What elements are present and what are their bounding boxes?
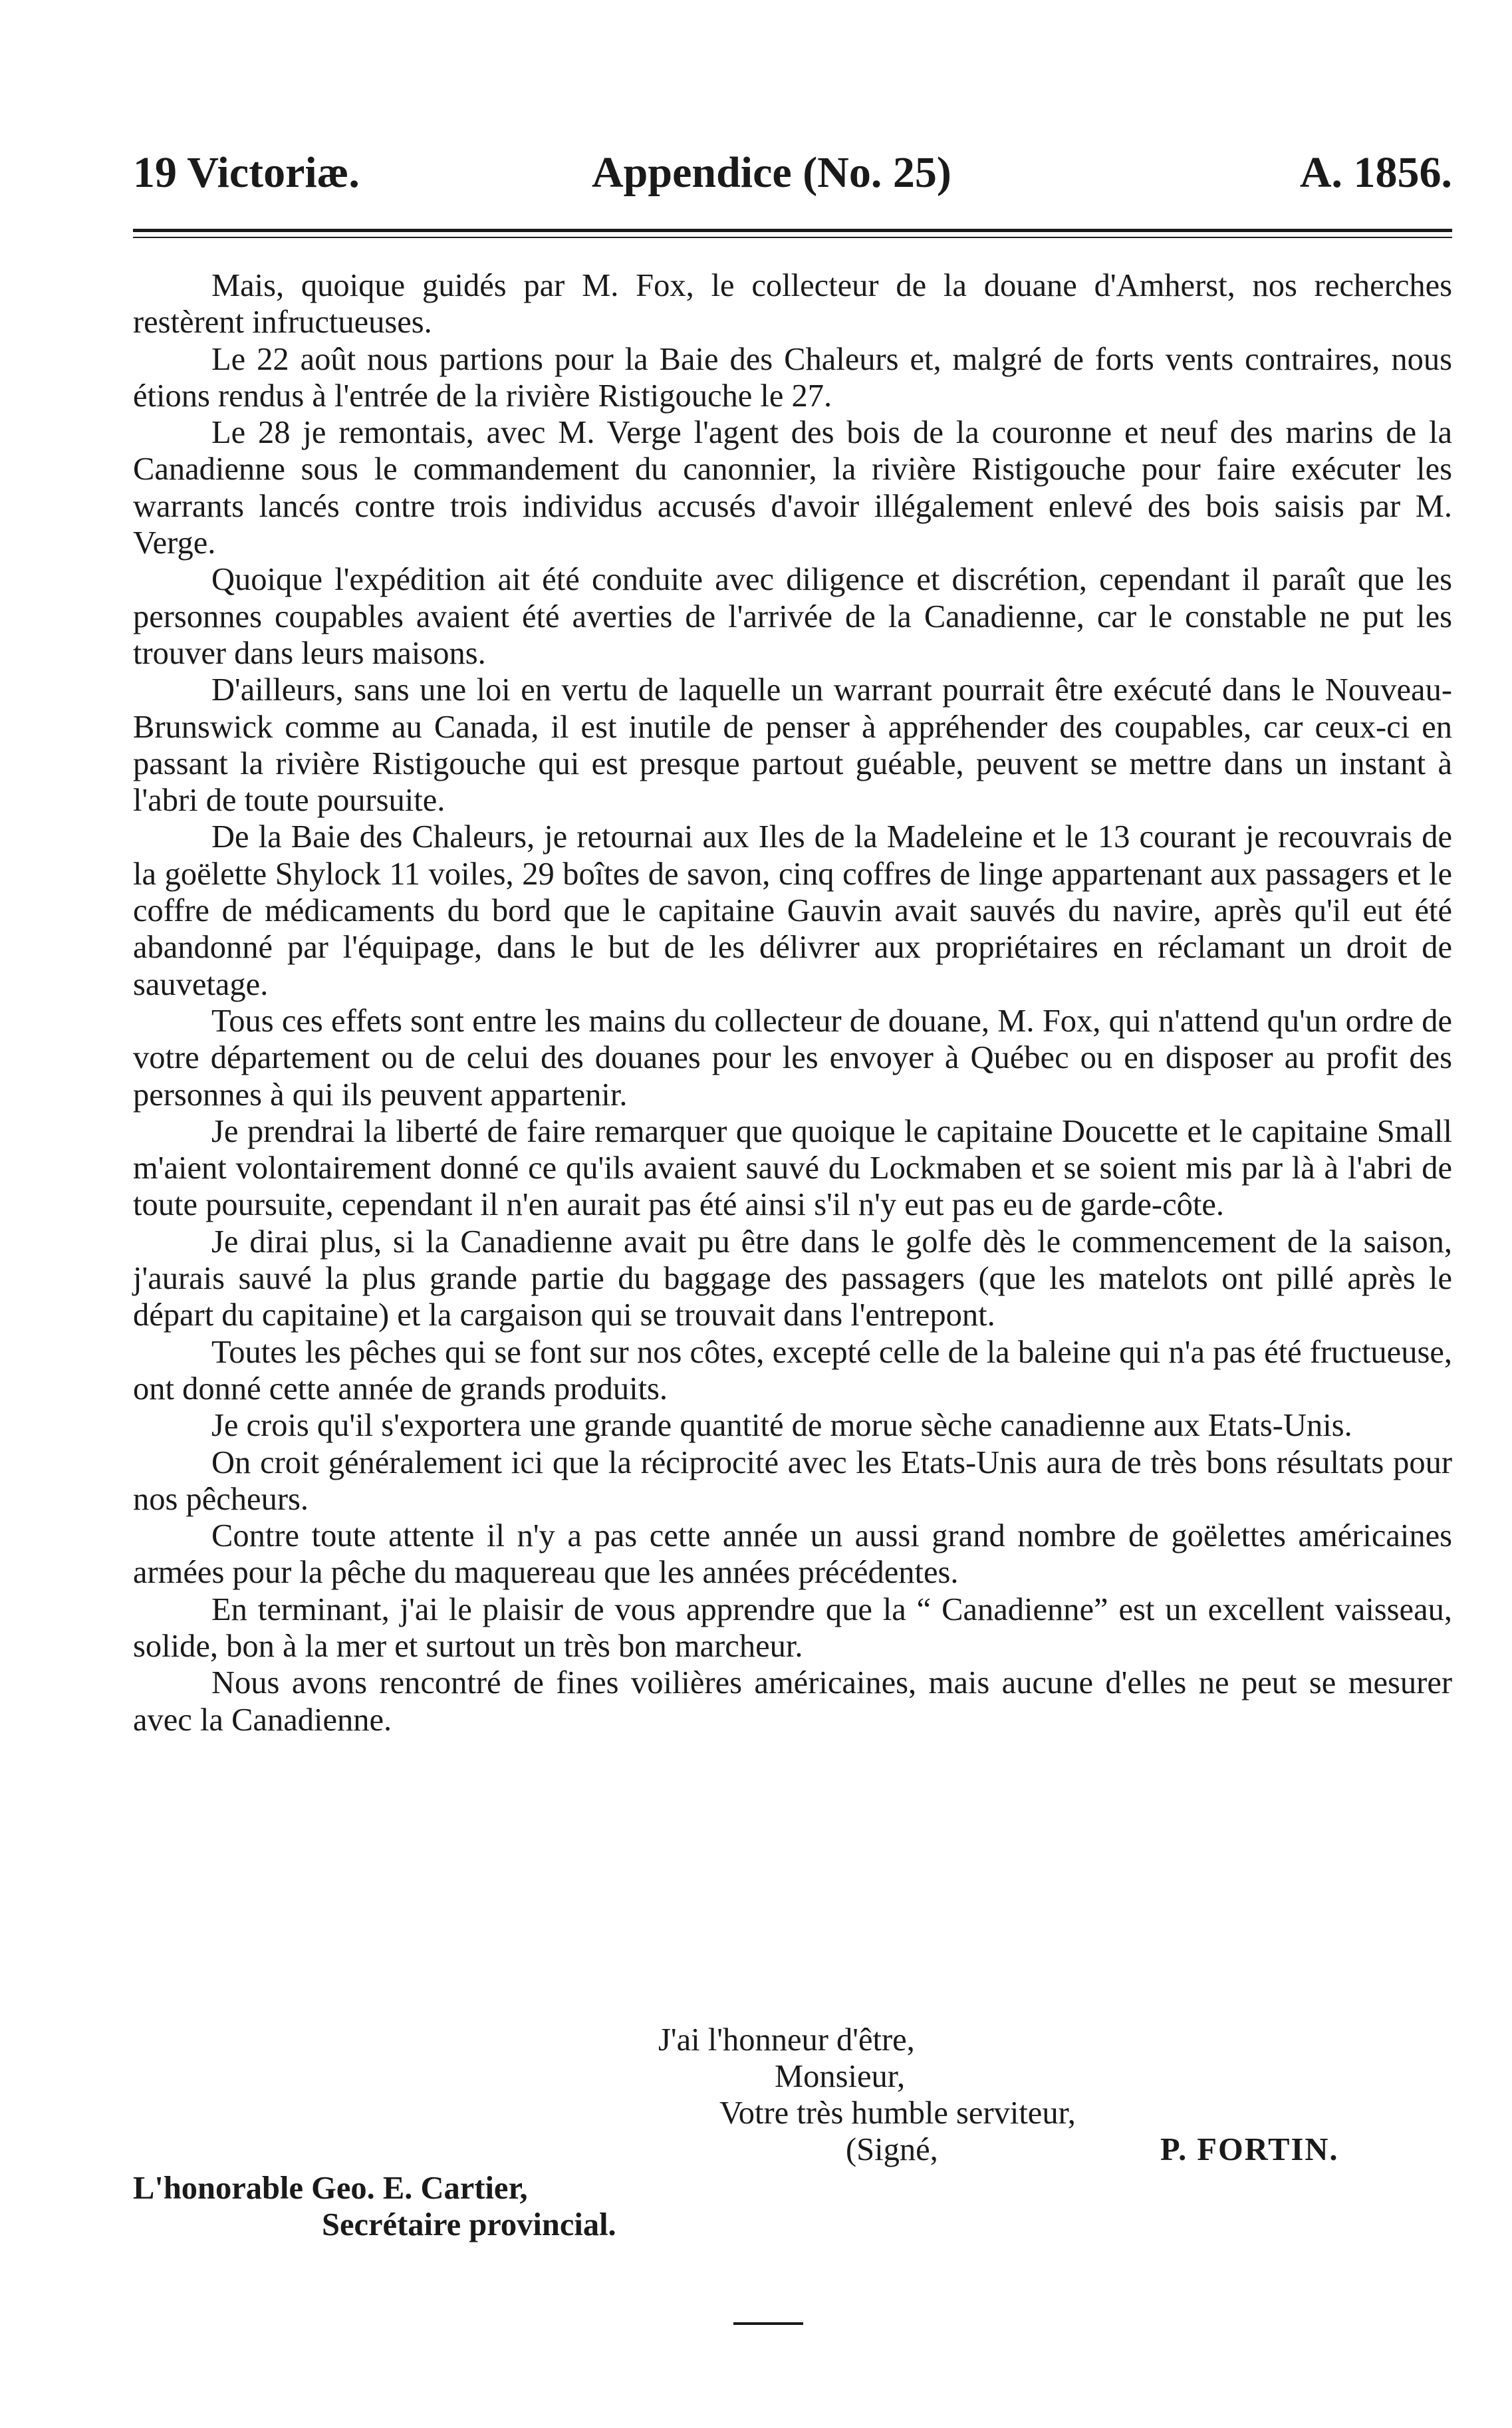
paragraph: Je prendrai la liberté de faire remarquer que quoique le capitaine Doucette et le capitaine Small m'aient volontairement donné ce qu'ils avaient sauvé du Lockmaben et se soient mis par là à l'abri de toute poursuite, cependant il n'en aurait pas été ainsi s'il n'y eut pas eu de garde-côte. [133, 1113, 1452, 1223]
paragraph: En terminant, j'ai le plaisir de vous apprendre que la “ Canadienne” est un excellent vaisseau, solide, bon à la mer et surtout un très bon marcheur. [133, 1591, 1452, 1664]
addressee-name: L'honorable Geo. E. Cartier, [133, 2171, 528, 2206]
addressee-title: Secrétaire provincial. [322, 2207, 616, 2242]
paragraph: Toutes les pêches qui se font sur nos côtes, excepté celle de la baleine qui n'a pas été fructueuse, ont donné cette année de grands produits. [133, 1334, 1452, 1407]
paragraph: Je crois qu'il s'exportera une grande quantité de morue sèche canadienne aux Etats-Unis. [211, 1408, 1352, 1444]
closing-honour: J'ai l'honneur d'être, [658, 2022, 915, 2058]
paragraph: Quoique l'expédition ait été conduite avec diligence et discrétion, cependant il paraît que les personnes coupables avaient été averties de l'arrivée de la Canadienne, car le constable ne put les trouver dans leurs maisons. [133, 562, 1452, 671]
header-rule-thick [133, 229, 1452, 232]
closing-signed: (Signé, [846, 2132, 938, 2167]
paragraph: D'ailleurs, sans une loi en vertu de laquelle un warrant pourrait être exécuté dans le Nouveau-Brunswick comme au Canada, il est inutile de penser à appréhender des coupables, car ceux-ci en passant la rivière Ristigouche qui est presque partout guéable, peuvent se mettre dans un instant à l'abri de toute poursuite. [133, 672, 1452, 819]
paragraph: Contre toute attente il n'y a pas cette année un aussi grand nombre de goëlettes américaines armées pour la pêche du maquereau que les années précédentes. [133, 1518, 1452, 1591]
header-rule-thin [133, 237, 1452, 238]
paragraph: Mais, quoique guidés par M. Fox, le collecteur de la douane d'Amherst, nos recherches restèrent infructueuses. [133, 268, 1452, 340]
paragraph: Le 22 août nous partions pour la Baie des Chaleurs et, malgré de forts vents contraires, nous étions rendus à l'entrée de la rivière Ristigouche le 27. [133, 341, 1452, 414]
closing-servant: Votre très humble serviteur, [719, 2095, 1076, 2131]
end-rule [733, 2322, 803, 2325]
paragraph: On croit généralement ici que la réciprocité avec les Etats-Unis aura de très bons résultats pour nos pêcheurs. [133, 1444, 1452, 1517]
paragraph: Tous ces effets sont entre les mains du collecteur de douane, M. Fox, qui n'attend qu'un ordre de votre département ou de celui des douanes pour les envoyer à Québec ou en disposer au profit des personnes à qui ils peuvent appartenir. [133, 1003, 1452, 1113]
header-session: 19 Victoriæ. [133, 148, 360, 197]
signer-name: P. FORTIN. [1160, 2132, 1339, 2167]
paragraph: Je dirai plus, si la Canadienne avait pu être dans le golfe dès le commencement de la saison, j'aurais sauvé la plus grande partie du baggage des passagers (que les matelots ont pillé après le départ du capitaine) et la cargaison qui se trouvait dans l'entrepont. [133, 1224, 1452, 1333]
paragraph: De la Baie des Chaleurs, je retournai aux Iles de la Madeleine et le 13 courant je recouvrais de la goëlette Shylock 11 voiles, 29 boîtes de savon, cinq coffres de linge appartenant aux passagers et le coffre de médicaments du bord que le capitaine Gauvin avait sauvés du navire, après qu'il eut été abandonné par l'équipage, dans le but de les délivrer aux propriétaires en réclamant un droit de sauvetage. [133, 819, 1452, 1002]
paragraph: Nous avons rencontré de fines voilières américaines, mais aucune d'elles ne peut se mesurer avec la Canadienne. [133, 1665, 1452, 1738]
page-header [133, 143, 1452, 203]
closing-salutation: Monsieur, [775, 2059, 906, 2094]
letter-body [133, 267, 1452, 1738]
header-appendix: Appendice (No. 25) [592, 148, 951, 197]
paragraph: Le 28 je remontais, avec M. Verge l'agent des bois de la couronne et neuf des marins de la Canadienne sous le commandement du canonnier, la rivière Ristigouche pour faire exécuter les warrants lancés contre trois individus accusés d'avoir illégalement enlevé des bois saisis par M. Verge. [133, 415, 1452, 561]
header-year: A. 1856. [1299, 148, 1452, 197]
